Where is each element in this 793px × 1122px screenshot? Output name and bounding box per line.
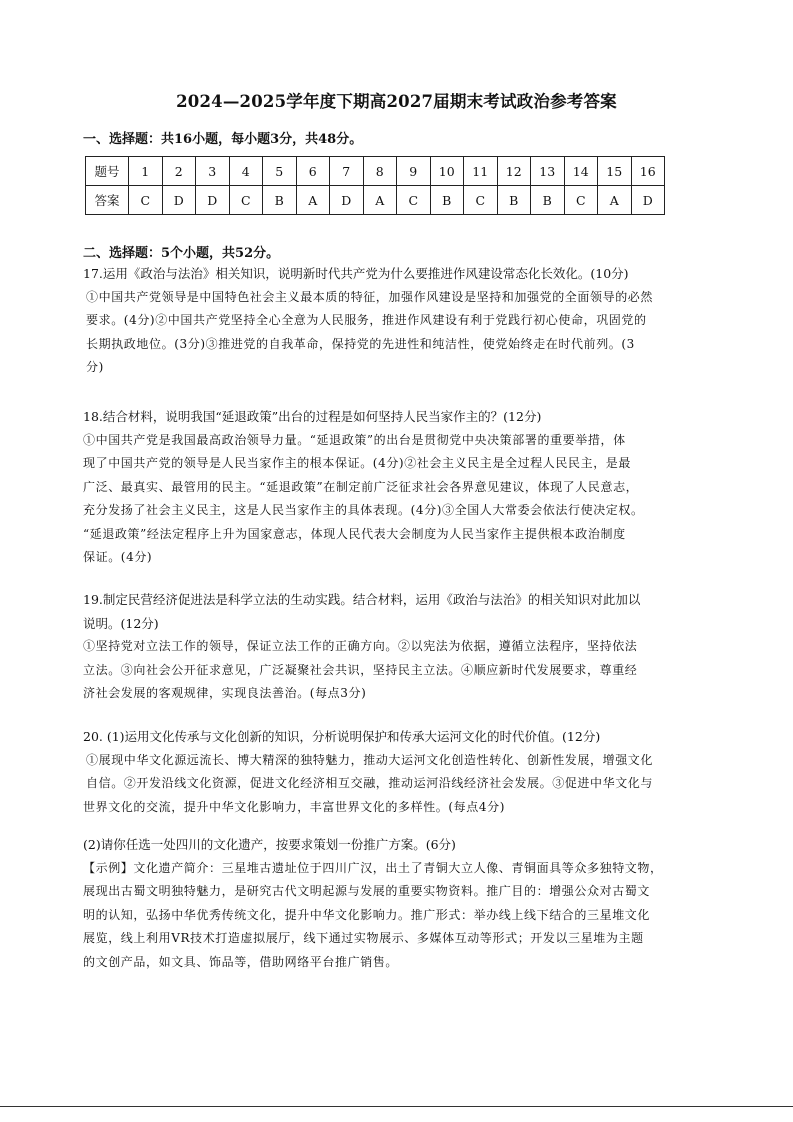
question-text: 18.结合材料，说明我国“延退政策”出台的过程是如何坚持人民当家作主的？(12分)	[83, 409, 542, 424]
question-17	[83, 262, 723, 380]
answer-row	[86, 186, 665, 215]
answer-cell: A	[598, 186, 632, 215]
answer-line: 现了中国共产党的领导是人民当家作主的根本保证。(4分)②社会主义民主是全过程人民民主，是最	[83, 456, 632, 470]
question-number: 1	[129, 157, 163, 186]
question-number: 6	[296, 157, 330, 186]
answer-cell: C	[564, 186, 598, 215]
answer-line: 自信。②开发沿线文化资源，促进文化经济相互交融，推动运河沿线经济社会发展。③促进中华文化与	[86, 776, 654, 790]
question-number: 5	[263, 157, 297, 186]
answer-cell: D	[196, 186, 230, 215]
question-text: 20. (1)运用文化传承与文化创新的知识，分析说明保护和传承大运河文化的时代价值。(12分)	[83, 729, 601, 744]
answer-cell: C	[397, 186, 431, 215]
page-title: 2024—2025学年度下期高2027届期末考试政治参考答案	[176, 92, 617, 111]
answer-line: 分)	[86, 360, 104, 374]
question-number: 11	[464, 157, 498, 186]
answer-table	[85, 156, 665, 215]
answer-cell: B	[263, 186, 297, 215]
answer-line: 的文创产品，如文具、饰品等，借助网络平台推广销售。	[83, 954, 399, 969]
question-number: 16	[631, 157, 665, 186]
answer-cell: C	[129, 186, 163, 215]
answer-cell: D	[330, 186, 364, 215]
question-number: 14	[564, 157, 598, 186]
answer-line: 立法。③向社会公开征求意见，广泛凝聚社会共识，坚持民主立法。④顺应新时代发展要求，尊重经	[83, 662, 638, 677]
question-number: 13	[531, 157, 565, 186]
answer-line: 充分发扬了社会主义民主，这是人民当家作主的具体表现。(4分)③全国人大常委会依法行使决定权。	[83, 503, 644, 517]
question-number: 2	[162, 157, 196, 186]
answer-line: 长期执政地位。(3分)③推进党的自我革命，保持党的先进性和纯洁性，使党始终走在时代前列。(3	[86, 336, 635, 351]
answer-cell: B	[497, 186, 531, 215]
answer-line: ①展现中华文化源远流长、博大精深的独特魅力，推动大运河文化创造性转化、创新性发展，增强文化	[86, 752, 654, 767]
section1-heading: 一、选择题：共16小题，每小题3分，共48分。	[83, 132, 363, 147]
answer-line: 展现出古蜀文明独特魅力，是研究古代文明起源与发展的重要实物资料。推广目的：增强公众对古蜀文	[83, 884, 651, 898]
answer-cell: D	[162, 186, 196, 215]
answer-cell: A	[296, 186, 330, 215]
answer-cell: D	[631, 186, 665, 215]
number-row-label: 题号	[86, 157, 129, 186]
page-bottom-divider	[0, 1106, 793, 1107]
question-number: 8	[363, 157, 397, 186]
question-20-part1	[83, 725, 723, 819]
answer-cell: B	[531, 186, 565, 215]
answer-cell: C	[229, 186, 263, 215]
answer-line: 世界文化的交流，提升中华文化影响力，丰富世界文化的多样性。(每点4分)	[83, 799, 506, 814]
answer-cell: B	[430, 186, 464, 215]
question-20-part2	[83, 833, 723, 974]
question-text: 19.制定民营经济促进法是科学立法的生动实践。结合材料，运用《政治与法治》的相关知识对此加以	[83, 592, 641, 607]
question-18	[83, 405, 723, 570]
question-number: 3	[196, 157, 230, 186]
answer-line: 【示例】文化遗产简介：三星堆古遗址位于四川广汉，出土了青铜大立人像、青铜面具等众多独特文物，	[83, 860, 663, 875]
answer-line: 明的认知，弘扬中华优秀传统文化，提升中华文化影响力。推广形式：举办线上线下结合的三星堆文化	[83, 907, 651, 922]
answer-line: 广泛、最真实、最管用的民主。“延退政策”在制定前广泛征求社会各界意见建议，体现了人民意志，	[83, 479, 639, 494]
answer-line: ①坚持党对立法工作的领导，保证立法工作的正确方向。②以宪法为依据，遵循立法程序，坚持依法	[83, 639, 638, 653]
answer-line: “延退政策”经法定程序上升为国家意志，体现人民代表大会制度为人民当家作主提供根本政治制度	[83, 526, 626, 541]
answer-cell: C	[464, 186, 498, 215]
question-number: 9	[397, 157, 431, 186]
answer-line: 要求。(4分)②中国共产党坚持全心全意为人民服务，推进作风建设有利于党践行初心使命，巩固党的	[86, 313, 647, 327]
answer-line: 保证。(4分)	[83, 550, 153, 564]
question-number: 15	[598, 157, 632, 186]
answer-cell: A	[363, 186, 397, 215]
question-text: (2)请你任选一处四川的文化遗产，按要求策划一份推广方案。(6分)	[83, 837, 456, 852]
question-number: 4	[229, 157, 263, 186]
answer-line: 展览，线上利用VR技术打造虚拟展厅，线下通过实物展示、多媒体互动等形式；开发以三星堆为主题	[83, 931, 644, 945]
answer-line: ①中国共产党领导是中国特色社会主义最本质的特征，加强作风建设是坚持和加强党的全面领导的必然	[86, 289, 654, 304]
question-number: 12	[497, 157, 531, 186]
number-row	[86, 157, 665, 186]
answer-line: 济社会发展的客观规律，实现良法善治。(每点3分)	[83, 686, 367, 700]
question-text: 17.运用《政治与法治》相关知识，说明新时代共产党为什么要推进作风建设常态化长效化。(10分)	[83, 266, 629, 281]
answer-line: ①中国共产党是我国最高政治领导力量。“延退政策”的出台是贯彻党中央决策部署的重要举措，体	[83, 432, 626, 447]
section2-heading: 二、选择题：5个小题，共52分。	[83, 246, 280, 261]
question-text: 说明。(12分)	[83, 615, 159, 631]
answer-row-label: 答案	[86, 186, 129, 215]
question-number: 10	[430, 157, 464, 186]
question-number: 7	[330, 157, 364, 186]
question-19	[83, 588, 723, 706]
